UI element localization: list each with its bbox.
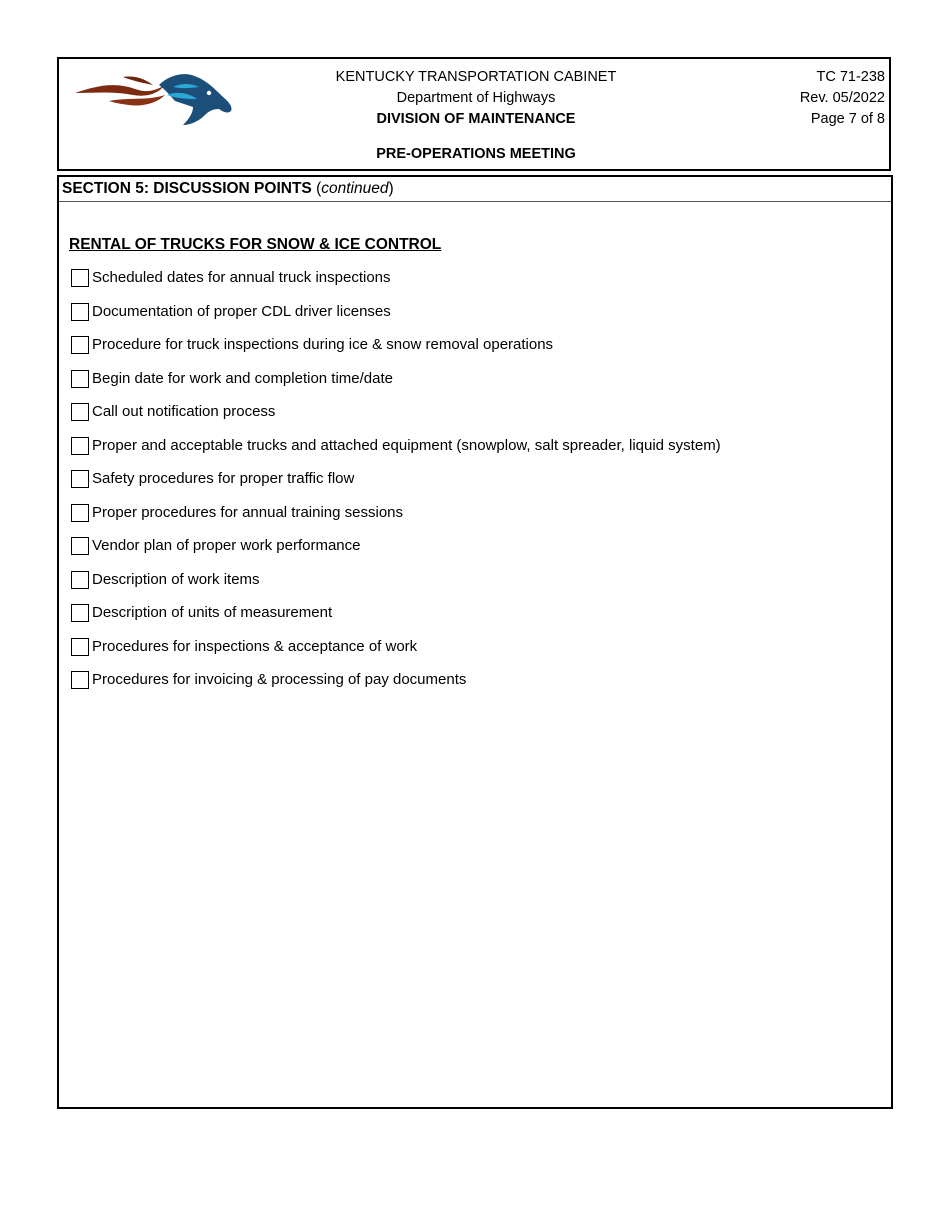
checklist-label: Documentation of proper CDL driver licenses (92, 302, 391, 320)
checkbox[interactable] (71, 269, 89, 287)
form-number: TC 71-238 (816, 69, 885, 85)
section-heading (59, 177, 891, 202)
list-item (71, 603, 721, 637)
list-item (71, 369, 721, 403)
list-item (71, 670, 721, 704)
agency-name-block (59, 67, 893, 130)
list-item (71, 268, 721, 302)
checklist-label: Procedures for invoicing & processing of pay documents (92, 671, 467, 688)
checkbox[interactable] (71, 604, 89, 622)
checkbox[interactable] (71, 504, 89, 522)
checkbox[interactable] (71, 671, 89, 689)
checklist-label: Begin date for work and completion time/date (92, 369, 394, 387)
page-number: Page 7 of 8 (810, 111, 885, 127)
agency-department: Department of Highways (396, 90, 556, 106)
list-item (71, 469, 721, 503)
checkbox[interactable] (71, 537, 89, 555)
agency-cabinet: KENTUCKY TRANSPORTATION CABINET (335, 69, 617, 85)
list-item (71, 536, 721, 570)
checkbox[interactable] (71, 336, 89, 354)
checklist-label: Safety procedures for proper traffic flow (92, 470, 355, 487)
checklist-label: Vendor plan of proper work performance (92, 537, 361, 554)
checklist-label: Proper procedures for annual training sessions (92, 503, 404, 521)
page-title: PRE-OPERATIONS MEETING (376, 146, 576, 162)
section-continued: continued (321, 180, 389, 197)
section-title: SECTION 5: DISCUSSION POINTS (62, 180, 312, 197)
section-body (57, 175, 893, 1109)
list-item (71, 302, 721, 336)
list-item (71, 402, 721, 436)
section-paren-close: ) (388, 180, 394, 197)
list-item (71, 503, 721, 537)
checklist-label: Description of units of measurement (92, 604, 333, 621)
checklist-label: Procedures for inspections & acceptance of work (92, 637, 418, 655)
list-item (71, 637, 721, 671)
checklist-label: Proper and acceptable trucks and attached equipment (snowplow, salt spreader, liquid system) (92, 436, 721, 454)
list-item (71, 436, 721, 470)
form-revision: Rev. 05/2022 (799, 90, 885, 106)
checkbox[interactable] (71, 403, 89, 421)
checkbox[interactable] (71, 571, 89, 589)
form-header (57, 57, 891, 171)
section-paren-open: ( (311, 180, 322, 197)
checklist-label: Scheduled dates for annual truck inspections (92, 269, 391, 286)
checkbox[interactable] (71, 370, 89, 388)
checkbox[interactable] (71, 638, 89, 656)
list-item (71, 335, 721, 369)
checklist-label: Call out notification process (92, 403, 276, 420)
subheading: RENTAL OF TRUCKS FOR SNOW & ICE CONTROL (69, 236, 442, 253)
checkbox[interactable] (71, 303, 89, 321)
form-identifier (800, 67, 885, 130)
checkbox[interactable] (71, 470, 89, 488)
list-item (71, 570, 721, 604)
agency-division: DIVISION OF MAINTENANCE (376, 111, 576, 127)
checklist-label: Description of work items (92, 570, 260, 588)
checklist-label: Procedure for truck inspections during ice & snow removal operations (92, 336, 554, 353)
discussion-checklist (71, 268, 721, 704)
checkbox[interactable] (71, 437, 89, 455)
